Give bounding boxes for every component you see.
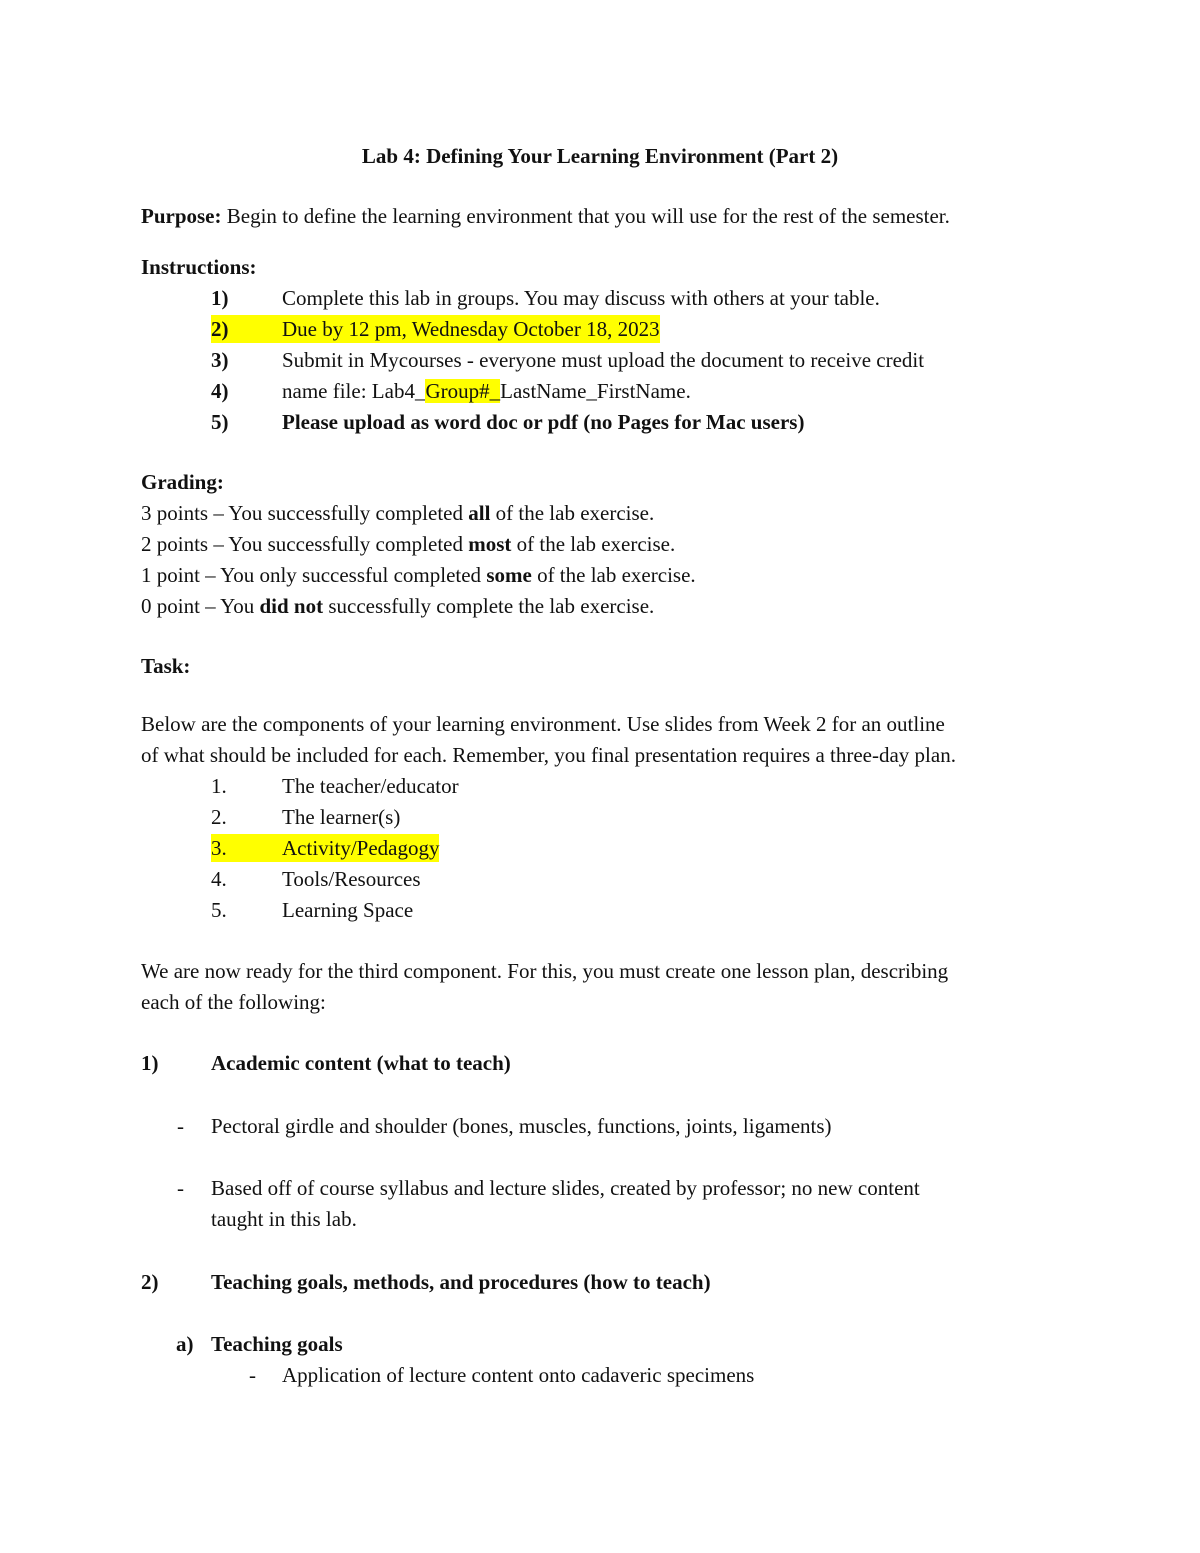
grading-text: 0 point – You	[141, 594, 260, 618]
grading-text: 2 points – You successfully completed	[141, 532, 469, 556]
instruction-item: Submit in Mycourses - everyone must upload the document to receive credit	[282, 348, 925, 372]
component-num: 5.	[211, 898, 227, 922]
instruction-num: 1)	[211, 286, 229, 310]
section-num: 2)	[141, 1270, 159, 1294]
instruction-item: Complete this lab in groups. You may discuss with others at your table.	[282, 286, 880, 310]
task-heading: Task:	[141, 654, 191, 678]
instruction-num: 4)	[211, 379, 229, 403]
instruction-item: Please upload as word doc or pdf (no Pages for Mac users)	[282, 410, 805, 434]
task-next: We are now ready for the third component. For this, you must create one lesson plan, describing	[141, 959, 949, 983]
file-name-prefix: name file: Lab4_	[282, 379, 426, 403]
task-next: each of the following:	[141, 990, 326, 1014]
component-num: 4.	[211, 867, 227, 891]
grading-row	[141, 530, 675, 558]
bullet-dash: -	[249, 1363, 256, 1387]
component-num: 1.	[211, 774, 227, 798]
instruction-num: 5)	[211, 410, 229, 434]
section-heading: Teaching goals, methods, and procedures (how to teach)	[211, 1270, 711, 1294]
component-item: The teacher/educator	[282, 774, 459, 798]
grading-row	[141, 592, 654, 620]
section-heading: Academic content (what to teach)	[211, 1051, 511, 1075]
grading-text: of the lab exercise.	[531, 563, 696, 587]
subsection-num: a)	[176, 1332, 194, 1356]
bullet-dash: -	[177, 1176, 184, 1200]
instruction-num: 2)	[211, 315, 282, 343]
grading-text: of the lab exercise.	[490, 501, 655, 525]
instruction-item-due-date: Due by 12 pm, Wednesday October 18, 2023	[282, 317, 660, 341]
instructions-heading: Instructions:	[141, 255, 257, 279]
bullet-item: Based off of course syllabus and lecture slides, created by professor; no new content	[211, 1176, 920, 1200]
grading-text: 1 point – You only successful completed	[141, 563, 487, 587]
grading-row	[141, 499, 654, 527]
instruction-num: 3)	[211, 348, 229, 372]
component-item: Tools/Resources	[282, 867, 421, 891]
grading-emphasis: most	[468, 532, 512, 556]
bullet-item: Pectoral girdle and shoulder (bones, muscles, functions, joints, ligaments)	[211, 1114, 832, 1138]
grading-heading: Grading:	[141, 470, 224, 494]
file-name-suffix: LastName_FirstName.	[500, 379, 691, 403]
task-intro: of what should be included for each. Remember, you final presentation requires a three-day plan.	[141, 743, 956, 767]
purpose-line	[141, 202, 950, 230]
component-num: 2.	[211, 805, 227, 829]
document-title: Lab 4: Defining Your Learning Environment (Part 2)	[361, 144, 839, 168]
grading-row	[141, 561, 696, 589]
bullet-item: Application of lecture content onto cadaveric specimens	[282, 1363, 755, 1387]
component-item: The learner(s)	[282, 805, 401, 829]
grading-text: of the lab exercise.	[511, 532, 676, 556]
component-num: 3.	[211, 834, 282, 862]
instruction-item-file-name	[282, 377, 691, 405]
grading-emphasis: all	[468, 501, 491, 525]
component-item: Learning Space	[282, 898, 414, 922]
bullet-dash: -	[177, 1114, 184, 1138]
purpose-text: Begin to define the learning environment that you will use for the rest of the semester.	[221, 204, 950, 228]
subsection-heading: Teaching goals	[211, 1332, 343, 1356]
grading-text: 3 points – You successfully completed	[141, 501, 469, 525]
grading-emphasis: did not	[259, 594, 324, 618]
bullet-item-continued: taught in this lab.	[211, 1207, 357, 1231]
purpose-label: Purpose:	[141, 204, 222, 228]
grading-emphasis: some	[486, 563, 532, 587]
component-item-highlighted: Activity/Pedagogy	[282, 836, 440, 860]
task-intro: Below are the components of your learning environment. Use slides from Week 2 for an outline	[141, 712, 945, 736]
section-num: 1)	[141, 1051, 159, 1075]
grading-text: successfully complete the lab exercise.	[323, 594, 655, 618]
file-name-group: Group#_	[425, 379, 501, 403]
